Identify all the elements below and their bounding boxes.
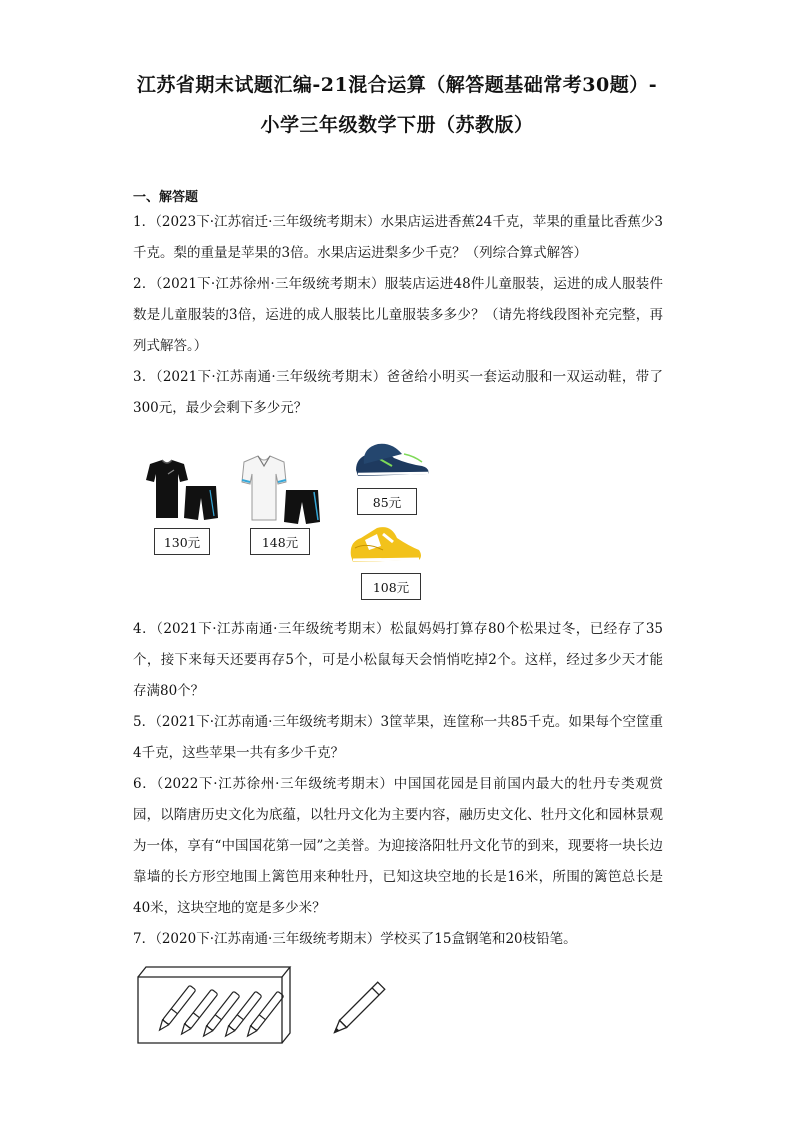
- price-label-yellow-shoes: 108元: [361, 573, 421, 600]
- question-6-text: 6．（2022下·江苏徐州·三年级统考期末）中国国花园是目前国内最大的牡丹专类观赏园，以隋唐历史文化为底蕴，以牡丹文化为主要内容，融历史文化、牡丹文化和园林景观为一体，享有“中国国花第一园”之美誉。为迎接洛阳牡丹文化节的到来，现要将一块长边靠墙的长方形空地围上篱笆用来种牡丹，已知这块空地的长是16米，所围的篱笆总长是40米，这块空地的宽是多少米？: [133, 776, 663, 916]
- pencil-image: [330, 975, 392, 1037]
- fountain-pen-icons: [156, 985, 284, 1038]
- question-7: [133, 924, 663, 955]
- pencil-icon: [331, 982, 385, 1036]
- blue-shoe-icon: [356, 444, 428, 476]
- question-6: [133, 769, 663, 924]
- question-1: [133, 207, 663, 269]
- question-2-text: 2．（2021下·江苏徐州·三年级统考期末）服装店运进48件儿童服装，运进的成人服装件数是儿童服装的3倍，运进的成人服装比儿童服装多多少？（请先将线段图补充完整，再列式解答。）: [133, 276, 663, 354]
- question-5: [133, 707, 663, 769]
- yellow-shoes-image: [347, 520, 423, 568]
- black-shorts-icon: [184, 486, 218, 520]
- black-shorts-white-set-icon: [284, 490, 320, 524]
- question-1-text: 1．（2023下·江苏宿迁·三年级统考期末）水果店运进香蕉24千克，苹果的重量比香蕉少3千克。梨的重量是苹果的3倍。水果店运进梨多少千克？（列综合算式解答）: [133, 214, 663, 261]
- white-tshirt-icon: [242, 456, 286, 520]
- question-3: [133, 362, 663, 424]
- question-5-text: 5．（2021下·江苏南通·三年级统考期末）3筐苹果，连筐称一共85千克。如果每个空筐重4千克，这些苹果一共有多少千克？: [133, 714, 663, 761]
- question-4-text: 4．（2021下·江苏南通·三年级统考期末）松鼠妈妈打算存80个松果过冬，已经存了35个，接下来每天还要再存5个，可是小松鼠每天会悄悄吃掉2个。这样，经过多少天才能存满80个？: [133, 621, 663, 699]
- price-label-white-outfit: 148元: [250, 528, 310, 555]
- document-title-line-2: 小学三年级数学下册（苏教版）: [260, 114, 534, 136]
- black-tshirt-icon: [146, 460, 188, 518]
- pen-box-image: [136, 965, 292, 1045]
- question-4: [133, 614, 663, 707]
- question-3-text: 3．（2021下·江苏南通·三年级统考期末）爸爸给小明买一套运动服和一双运动鞋，带了300元，最少会剩下多少元？: [133, 369, 663, 416]
- section-heading: 一、解答题: [133, 190, 199, 205]
- document-title-line-1: 江苏省期末试题汇编-21混合运算（解答题基础常考30题）-: [136, 74, 658, 96]
- blue-shoes-image: [352, 440, 432, 480]
- white-outfit-image: [236, 456, 322, 526]
- yellow-shoe-icon: [351, 527, 421, 562]
- price-label-black-outfit: 130元: [154, 528, 210, 555]
- price-label-blue-shoes: 85元: [357, 488, 417, 515]
- question-7-text: 7．（2020下·江苏南通·三年级统考期末）学校买了15盒钢笔和20枝铅笔。: [133, 931, 577, 947]
- question-2: [133, 269, 663, 362]
- black-outfit-image: [140, 460, 220, 525]
